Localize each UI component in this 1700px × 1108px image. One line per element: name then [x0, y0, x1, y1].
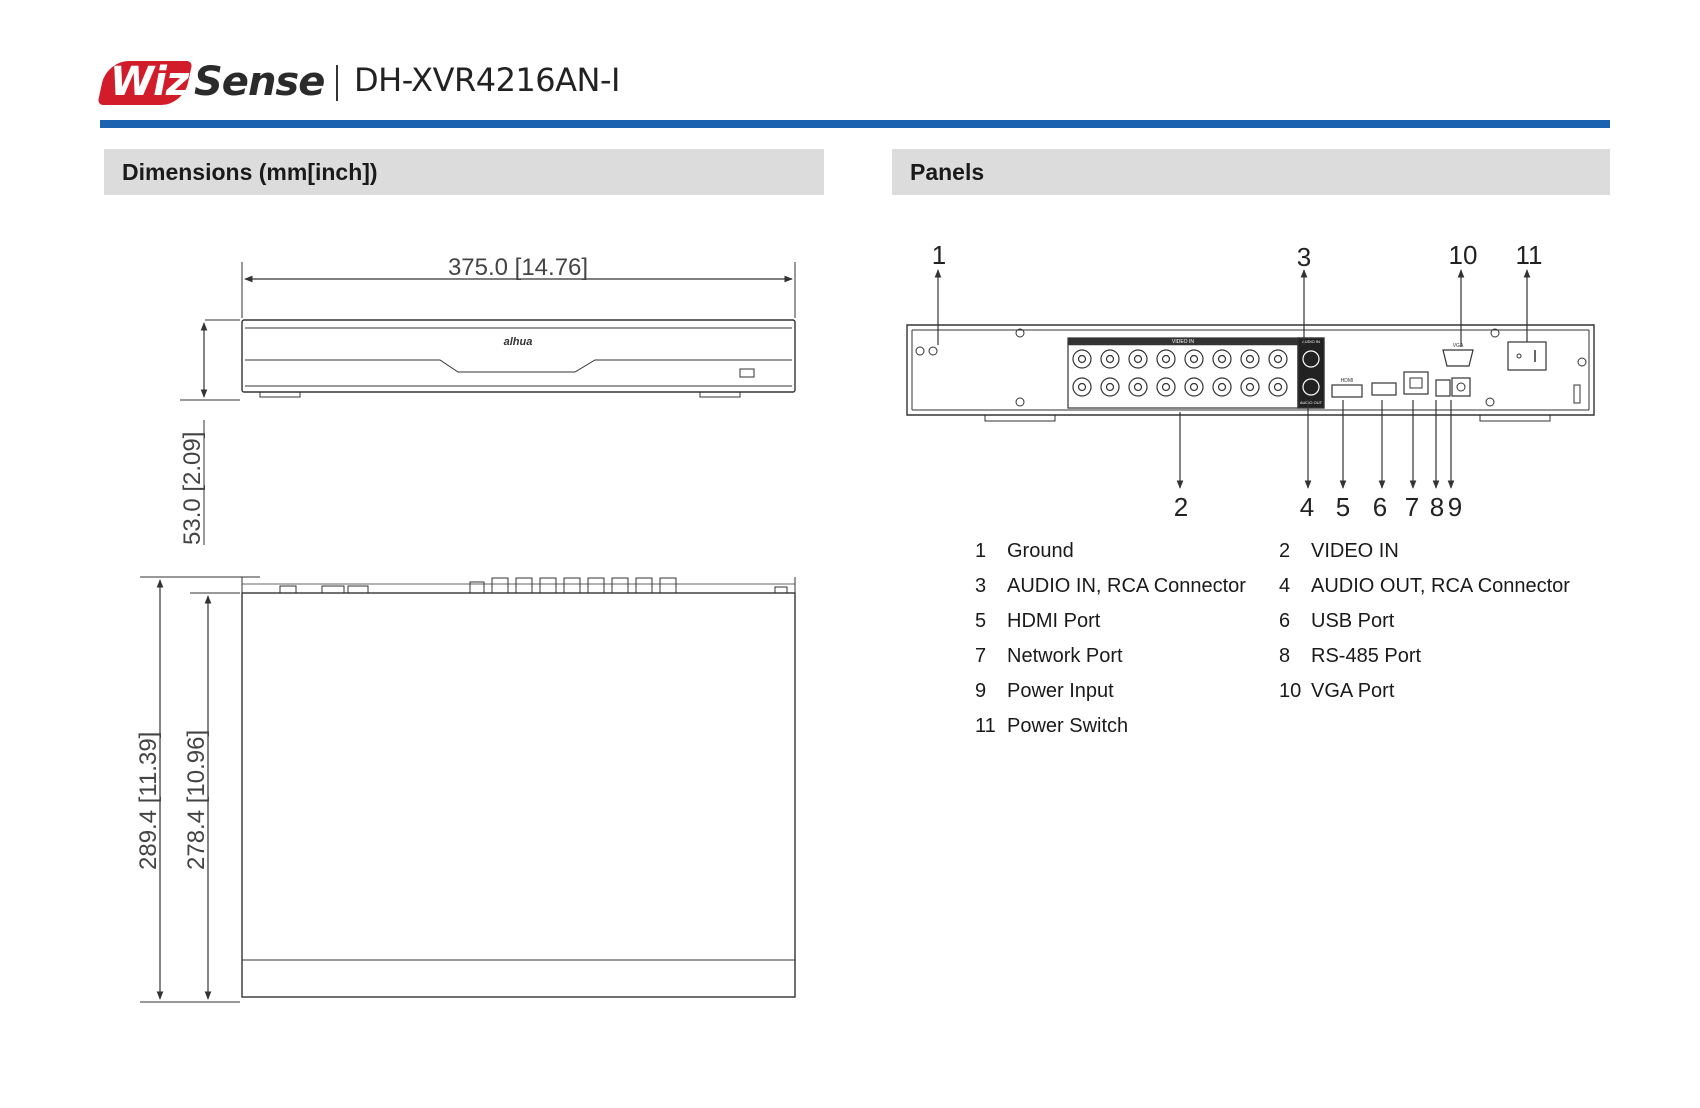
callout-6: 6 [1372, 492, 1388, 522]
callout-4: 4 [1299, 492, 1315, 522]
depth-outer-label: 289.4 [11.39] [135, 731, 162, 870]
legend-item [1279, 645, 1421, 668]
width-label: 375.0 [14.76] [447, 254, 589, 281]
legend-label: VGA Port [1311, 680, 1395, 702]
video-in-bnc-connectors [1073, 350, 1287, 396]
callout-lines [938, 270, 1527, 488]
legend-item [975, 645, 1123, 668]
legend-num: 11 [975, 715, 996, 737]
callout-9: 9 [1447, 492, 1463, 522]
callout-5: 5 [1335, 492, 1351, 522]
legend-label: USB Port [1311, 610, 1395, 632]
audio-in-panel-label: AUDIO IN [1302, 339, 1320, 344]
legend-label: VIDEO IN [1311, 540, 1399, 562]
legend-num: 9 [975, 680, 987, 702]
power-input [1452, 378, 1470, 396]
vga-port [1443, 350, 1473, 366]
legend-item [975, 715, 1128, 738]
legend-num: 2 [1279, 540, 1291, 562]
rear-panel-drawing [907, 325, 1594, 421]
callout-3: 3 [1296, 242, 1312, 272]
legend-item [975, 680, 1114, 703]
panel-legend [975, 540, 1615, 790]
panels-title: Panels [910, 159, 985, 185]
height-label: 53.0 [2.09] [179, 431, 206, 545]
legend-item [975, 610, 1100, 633]
depth-inner-label: 278.4 [10.96] [183, 729, 210, 870]
legend-item [1279, 610, 1394, 633]
callout-1: 1 [931, 240, 947, 270]
callout-11: 11 [1515, 240, 1543, 270]
brand-mark: alhua [503, 336, 533, 348]
legend-label: Power Switch [1007, 715, 1129, 737]
top-view-drawing [140, 577, 795, 1002]
dimensions-title: Dimensions (mm[inch]) [122, 159, 378, 185]
legend-item [1279, 540, 1399, 563]
vga-panel-label: VGA [1452, 343, 1464, 349]
legend-label: AUDIO IN, RCA Connector [1007, 575, 1246, 597]
logo-sense-text: Sense [194, 59, 325, 105]
network-port [1404, 372, 1428, 394]
video-in-block [1068, 338, 1298, 408]
usb-port [1372, 383, 1396, 395]
callout-7: 7 [1404, 492, 1420, 522]
legend-label: RS-485 Port [1311, 645, 1422, 667]
legend-label: Ground [1007, 540, 1074, 562]
logo-wiz-text: Wiz [110, 59, 189, 105]
audio-out-panel-label: AUDIO OUT [1299, 400, 1323, 405]
callout-10: 10 [1448, 240, 1478, 270]
legend-num: 8 [1279, 645, 1291, 667]
legend-num: 4 [1279, 575, 1291, 597]
top-view-connectors [280, 578, 787, 593]
legend-num: 6 [1279, 610, 1291, 632]
legend-label: AUDIO OUT, RCA Connector [1311, 575, 1570, 597]
legend-label: Power Input [1007, 680, 1114, 702]
legend-num: 3 [975, 575, 987, 597]
legend-item [975, 540, 1074, 563]
power-switch [1508, 342, 1546, 370]
legend-num: 10 [1279, 680, 1302, 702]
legend-item [975, 575, 1246, 598]
legend-item [1279, 680, 1394, 703]
legend-num: 7 [975, 645, 987, 667]
model-title: DH-XVR4216AN-I [354, 61, 620, 99]
callout-8: 8 [1429, 492, 1445, 522]
hdmi-panel-label: HDMI [1340, 378, 1354, 384]
legend-num: 5 [975, 610, 987, 632]
video-in-panel-label: VIDEO IN [1172, 339, 1194, 345]
audio-block [1298, 338, 1324, 408]
legend-label: Network Port [1007, 645, 1123, 667]
legend-label: HDMI Port [1007, 610, 1101, 632]
legend-num: 1 [975, 540, 987, 562]
callout-2: 2 [1173, 492, 1189, 522]
rs485-port [1436, 380, 1450, 396]
front-view-drawing [180, 262, 795, 545]
legend-item [1279, 575, 1570, 598]
hdmi-port [1332, 385, 1362, 397]
